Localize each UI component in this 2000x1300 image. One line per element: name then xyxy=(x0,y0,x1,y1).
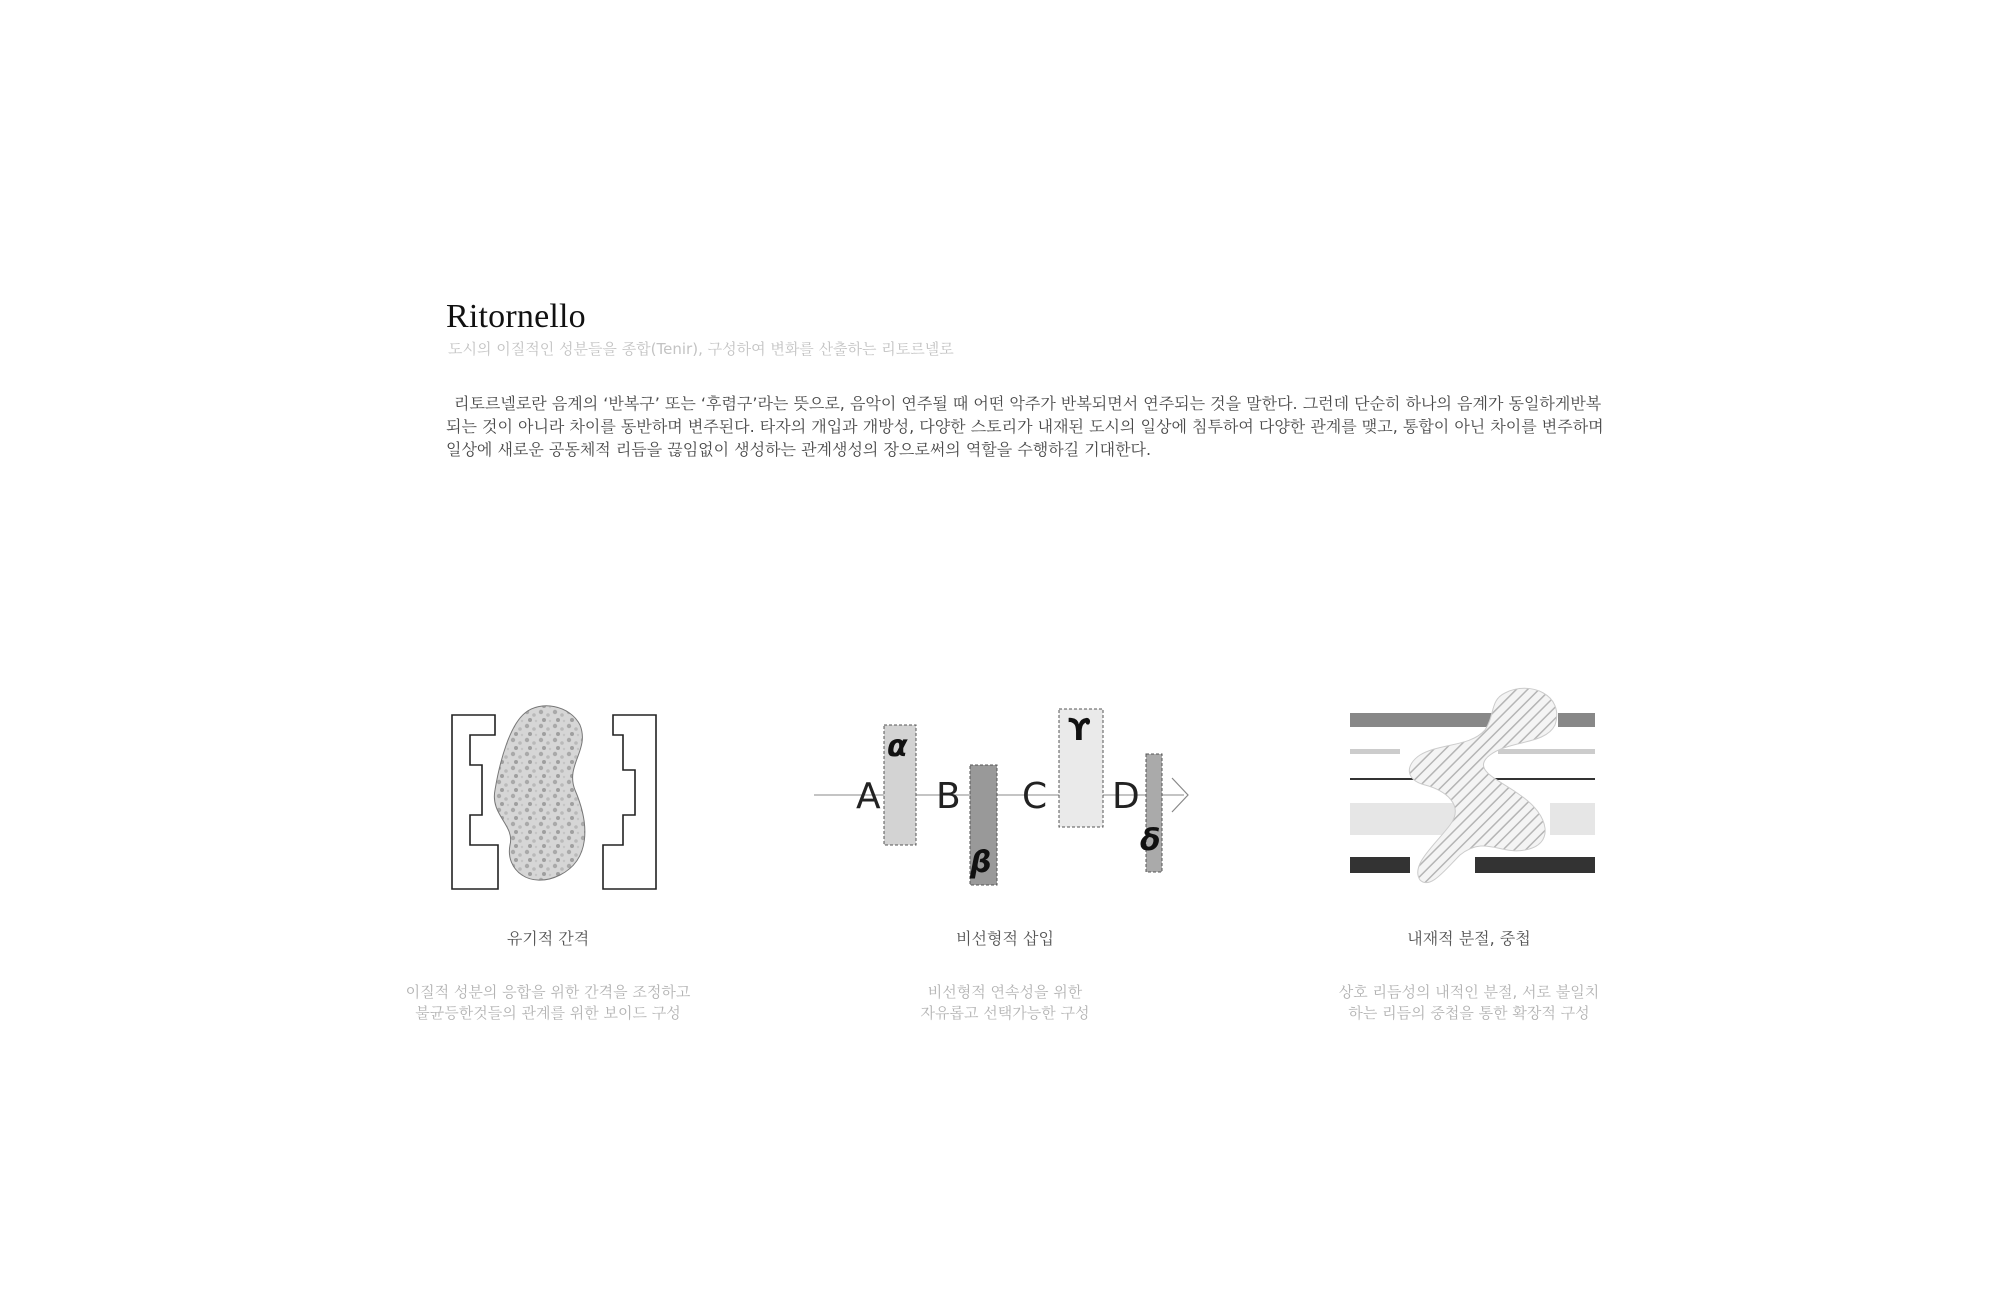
nonlinear-insertion-diagram xyxy=(810,700,1200,900)
desc-line: 불균등한것들의 관계를 위한 보이드 구성 xyxy=(415,1004,681,1022)
caption-organic-interval: 유기적 간격 xyxy=(506,929,590,948)
page-subtitle: 도시의 이질적인 성분들을 종합(Tenir), 구성하여 변화를 산출하는 리토르넬로 xyxy=(448,340,954,358)
greek-gamma: ϒ xyxy=(1068,713,1091,748)
letter-b: B xyxy=(936,776,961,817)
dark-band-right xyxy=(1475,857,1595,873)
thin-band-right xyxy=(1498,749,1595,754)
desc-line: 이질적 성분의 응합을 위한 간격을 조정하고 xyxy=(405,983,691,1001)
caption-nonlinear-insertion: 비선형적 삽입 xyxy=(956,929,1054,948)
organic-interval-diagram xyxy=(440,695,670,895)
desc-nonlinear-insertion xyxy=(805,982,1205,1024)
desc-line: 하는 리듬의 중첩을 통한 확장적 구성 xyxy=(1348,1004,1590,1022)
desc-line: 상호 리듬성의 내적인 분절, 서로 불일치 xyxy=(1338,983,1600,1001)
letter-d: D xyxy=(1112,776,1140,817)
organic-blob-shape xyxy=(494,706,585,880)
greek-alpha: α xyxy=(887,729,908,764)
band-top-right xyxy=(1558,713,1595,727)
segmentation-overlap-diagram xyxy=(1350,685,1620,895)
wide-band-right xyxy=(1550,803,1595,835)
desc-line: 비선형적 연속성을 위한 xyxy=(927,983,1083,1001)
letter-a: A xyxy=(856,776,881,817)
right-bracket-shape xyxy=(603,715,656,889)
band-top-left xyxy=(1350,713,1500,727)
dark-band-left xyxy=(1350,857,1410,873)
thin-band-left xyxy=(1350,749,1400,754)
desc-line: 자유롭고 선택가능한 구성 xyxy=(920,1004,1090,1022)
letter-c: C xyxy=(1022,776,1048,817)
desc-segmentation-overlap xyxy=(1269,982,1669,1024)
page-title: Ritornello xyxy=(446,298,586,335)
left-bracket-shape xyxy=(452,715,498,889)
greek-delta: δ xyxy=(1140,823,1161,858)
desc-organic-interval xyxy=(348,982,748,1024)
greek-beta: β xyxy=(970,845,992,880)
caption-segmentation-overlap: 내재적 분절, 중첩 xyxy=(1407,929,1531,948)
description-paragraph: 리토르넬로란 음계의 ‘반복구’ 또는 ‘후렴구’라는 뜻으로, 음악이 연주될 때 어떤 악주가 반복되면서 연주되는 것을 말한다. 그런데 단순히 하나의 음계가 동일하게반복되는 것이 아니라 차이를 동반하며 변주된다. 타자의 개입과 개방성, 다양한 스토리가 내재된 도시의 일상에 침투하여 다양한 관계를 맺고, 통합이 아닌 차이를 변주하며 일상에 새로운 공동체적 리듬을 끊임없이 생성하는 관계생성의 장으로써의 역할을 수행하길 기대한다. xyxy=(446,394,1604,459)
